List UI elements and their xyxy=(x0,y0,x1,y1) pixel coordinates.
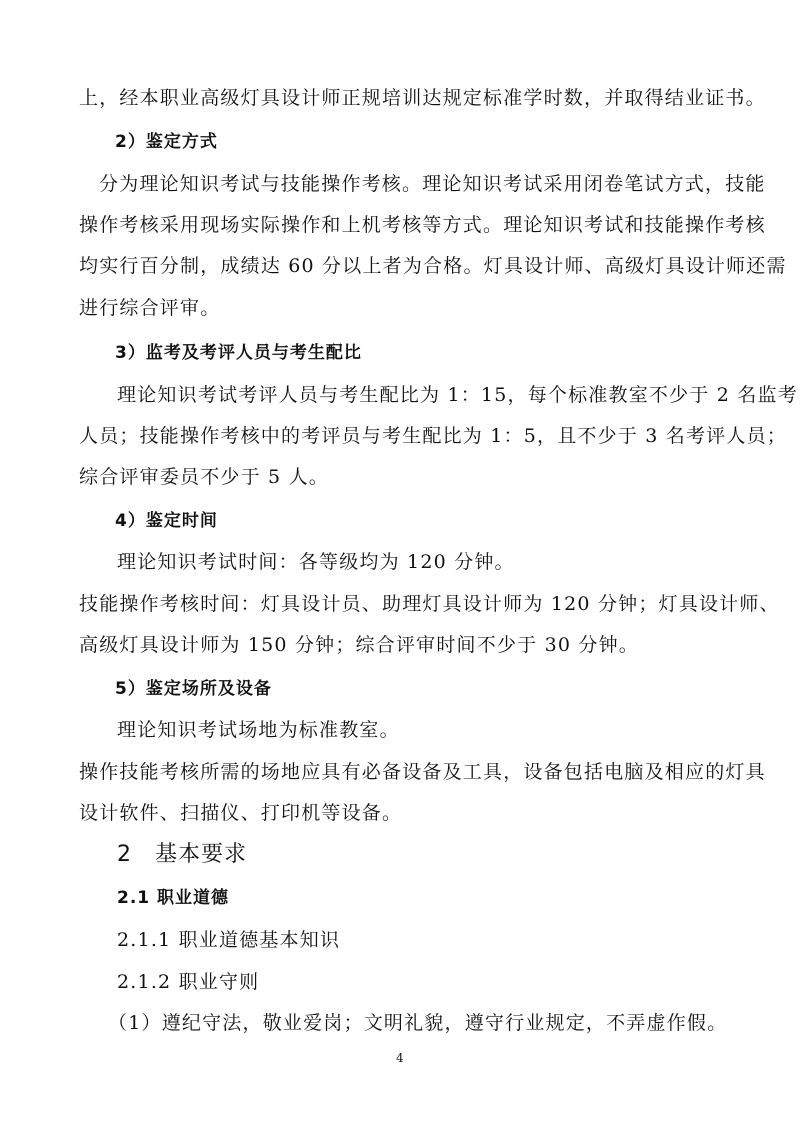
paragraph-line: 人员；技能操作考核中的考评员与考生配比为 1：5，且不少于 3 名考评人员； xyxy=(79,425,787,447)
paragraph-line: 综合评审委员不少于 5 人。 xyxy=(79,466,329,488)
paragraph-line: 理论知识考试时间：各等级均为 120 分钟。 xyxy=(117,551,515,573)
paragraph-line: 理论知识考试考评人员与考生配比为 1：15，每个标准教室不少于 2 名监考 xyxy=(117,384,798,406)
section-heading: 2）鉴定方式 xyxy=(115,132,218,152)
section-heading: 3）监考及考评人员与考生配比 xyxy=(115,343,362,363)
subsection-heading: 2.1 职业道德 xyxy=(117,888,230,908)
paragraph-line: 均实行百分制，成绩达 60 分以上者为合格。灯具设计师、高级灯具设计师还需 xyxy=(79,255,787,277)
subsection-title: 2.1.1 职业道德基本知识 xyxy=(117,929,341,951)
paragraph-line: 上，经本职业高级灯具设计师正规培训达规定标准学时数，并取得结业证书。 xyxy=(79,87,766,109)
section-heading: 5）鉴定场所及设备 xyxy=(115,679,272,699)
paragraph-line: 高级灯具设计师为 150 分钟；综合评审时间不少于 30 分钟。 xyxy=(79,634,640,656)
paragraph-line: 理论知识考试场地为标准教室。 xyxy=(117,719,400,741)
paragraph-line: 操作技能考核所需的场地应具有必备设备及工具，设备包括电脑及相应的灯具 xyxy=(79,761,766,783)
paragraph-line: 操作考核采用现场实际操作和上机考核等方式。理论知识考试和技能操作考核 xyxy=(79,214,766,236)
chapter-heading: 2 基本要求 xyxy=(117,842,247,867)
section-heading: 4）鉴定时间 xyxy=(115,511,218,531)
page-number: 4 xyxy=(396,1051,404,1065)
paragraph-line: 设计软件、扫描仪、打印机等设备。 xyxy=(79,802,403,824)
paragraph-line: 进行综合评审。 xyxy=(79,297,221,319)
paragraph-line: 分为理论知识考试与技能操作考核。理论知识考试采用闭卷笔试方式，技能 xyxy=(99,173,766,195)
list-item: （1）遵纪守法，敬业爱岗；文明礼貌，遵守行业规定，不弄虚作假。 xyxy=(108,1012,728,1034)
subsection-title: 2.1.2 职业守则 xyxy=(117,971,260,993)
paragraph-line: 技能操作考核时间：灯具设计员、助理灯具设计师为 120 分钟；灯具设计师、 xyxy=(79,593,780,615)
